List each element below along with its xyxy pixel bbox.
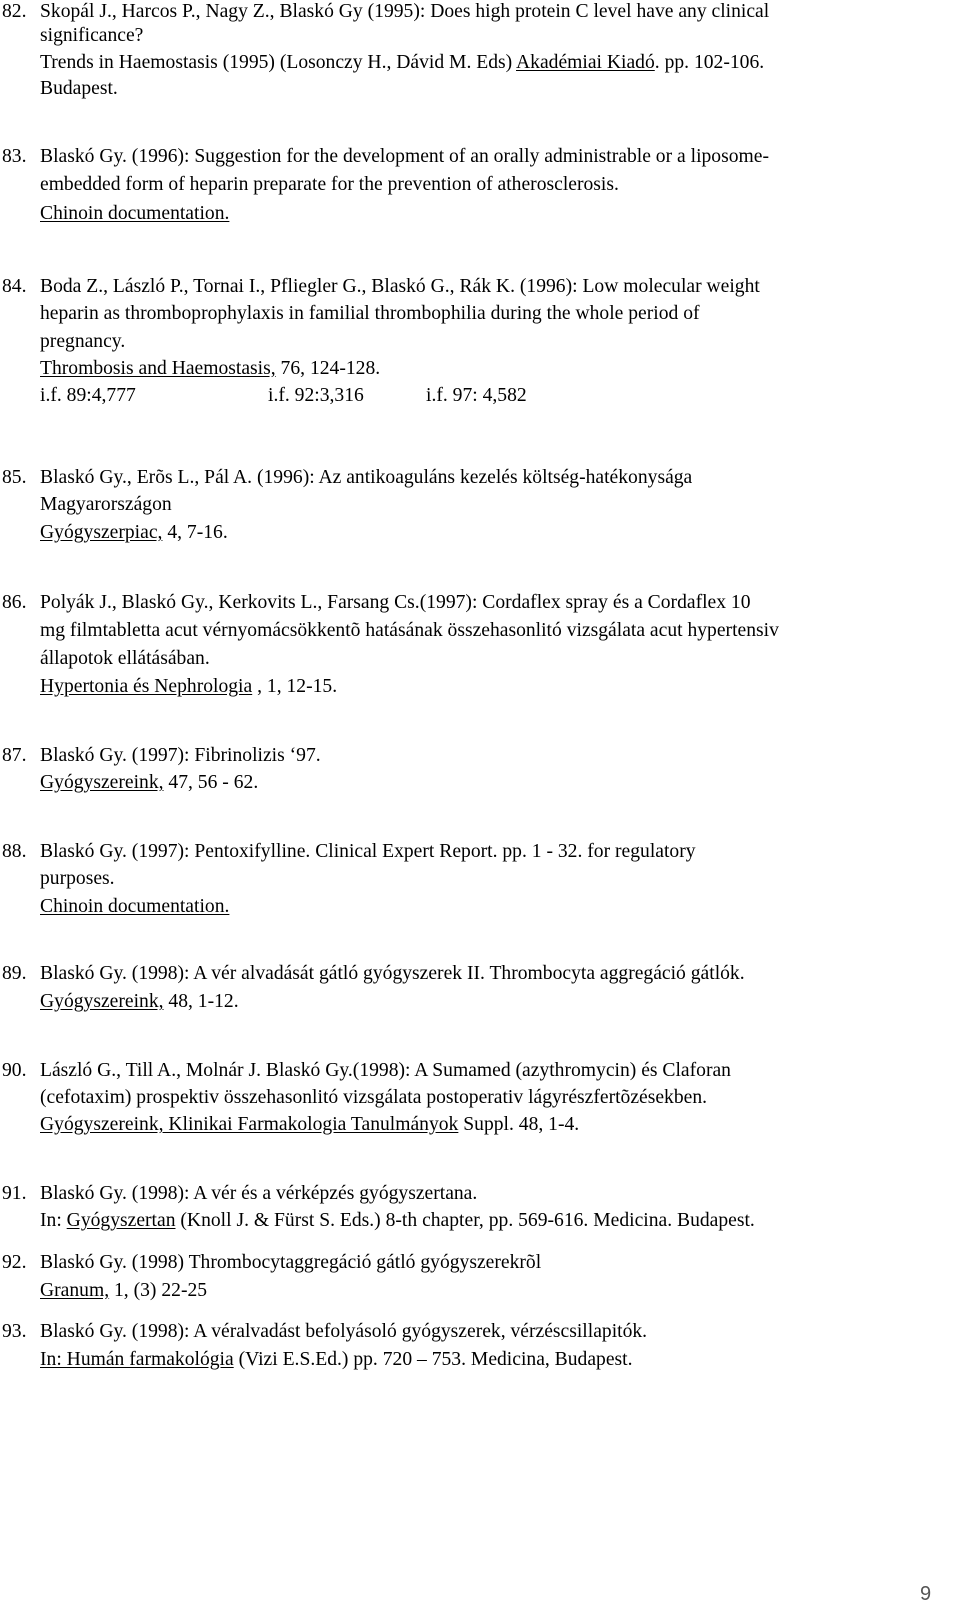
reference-text: Blaskó Gy. (1998): A vér alvadását gátló gyógyszerek II. Thrombocyta aggregáció gátlók. bbox=[40, 963, 745, 984]
reference-text: állapotok ellátásában. bbox=[40, 648, 210, 669]
reference-number: 92. bbox=[2, 1252, 27, 1273]
book-title: Gyógyszertan bbox=[66, 1210, 176, 1231]
impact-factors bbox=[40, 384, 527, 408]
reference-text: significance? bbox=[40, 25, 144, 46]
journal: Gyógyszerpiac, bbox=[40, 522, 163, 543]
reference-text: pregnancy. bbox=[40, 331, 126, 352]
reference-text: purposes. bbox=[40, 868, 115, 889]
reference-text: Boda Z., László P., Tornai I., Pfliegler G., Blaskó G., Rák K. (1996): Low molecular weight bbox=[40, 276, 760, 297]
reference-number: 87. bbox=[2, 745, 27, 766]
journal: Gyógyszereink, bbox=[40, 991, 164, 1012]
reference-text: Blaskó Gy. (1996): Suggestion for the development of an orally administrable or a liposome- bbox=[40, 146, 769, 167]
reference-text: Blaskó Gy., Erõs L., Pál A. (1996): Az antikoaguláns kezelés költség-hatékonysága bbox=[40, 467, 693, 488]
publisher: Akadémiai Kiadó bbox=[516, 52, 655, 73]
reference-text: Blaskó Gy. (1997): Pentoxifylline. Clinical Expert Report. pp. 1 - 32. for regulatory bbox=[40, 841, 696, 862]
impact-factor: i.f. 89:4,777 bbox=[40, 385, 136, 406]
reference-text: Polyák J., Blaskó Gy., Kerkovits L., Farsang Cs.(1997): Cordaflex spray és a Cordaflex 10 bbox=[40, 592, 751, 613]
impact-factor: i.f. 92:3,316 bbox=[268, 385, 364, 406]
reference-number: 93. bbox=[2, 1321, 27, 1342]
reference-source: In: Humán farmakológia (Vizi E.S.Ed.) pp. 720 – 753. Medicina, Budapest. bbox=[40, 1349, 633, 1370]
reference-text: Blaskó Gy. (1997): Fibrinolizis ‘97. bbox=[40, 745, 321, 766]
reference-text: László G., Till A., Molnár J. Blaskó Gy.(1998): A Sumamed (azythromycin) és Claforan bbox=[40, 1060, 731, 1081]
page-number: 9 bbox=[920, 1583, 932, 1605]
reference-number: 88. bbox=[2, 841, 27, 862]
reference-source: Gyógyszereink, 47, 56 - 62. bbox=[40, 772, 259, 793]
reference-source: Gyógyszerpiac, 4, 7-16. bbox=[40, 522, 228, 543]
reference-source: Chinoin documentation. bbox=[40, 203, 230, 224]
reference-number: 83. bbox=[2, 146, 27, 167]
reference-source: Hypertonia és Nephrologia , 1, 12-15. bbox=[40, 676, 338, 697]
reference-number: 84. bbox=[2, 276, 27, 297]
reference-source: Chinoin documentation. bbox=[40, 896, 230, 917]
reference-number: 90. bbox=[2, 1060, 27, 1081]
journal: Gyógyszereink, bbox=[40, 772, 164, 793]
reference-text: Magyarországon bbox=[40, 494, 172, 515]
reference-source: Trends in Haemostasis (1995) (Losonczy H., Dávid M. Eds) Akadémiai Kiadó. pp. 102-106. bbox=[40, 52, 765, 73]
reference-source: Granum, 1, (3) 22-25 bbox=[40, 1280, 208, 1301]
journal: Granum, bbox=[40, 1280, 110, 1301]
reference-source: In: Gyógyszertan (Knoll J. & Fürst S. Eds.) 8-th chapter, pp. 569-616. Medicina. Budapest. bbox=[40, 1210, 755, 1231]
reference-text: (cefotaxim) prospektiv összehasonlitó vizsgálata postoperativ lágyrészfertõzésekben. bbox=[40, 1087, 708, 1108]
reference-text: Blaskó Gy. (1998): A vér és a vérképzés gyógyszertana. bbox=[40, 1183, 478, 1204]
impact-factor: i.f. 97: 4,582 bbox=[426, 385, 527, 406]
reference-number: 85. bbox=[2, 467, 27, 488]
reference-text: Blaskó Gy. (1998) Thrombocytaggregáció gátló gyógyszerekrõl bbox=[40, 1252, 542, 1273]
book-title: In: Humán farmakológia bbox=[40, 1349, 234, 1370]
journal: Thrombosis and Haemostasis, bbox=[40, 358, 276, 379]
reference-source: Gyógyszereink, 48, 1-12. bbox=[40, 991, 239, 1012]
reference-text: Budapest. bbox=[40, 78, 118, 99]
reference-number: 82. bbox=[2, 1, 27, 22]
reference-number: 91. bbox=[2, 1183, 27, 1204]
journal: Gyógyszereink, Klinikai Farmakologia Tanulmányok bbox=[40, 1114, 459, 1135]
reference-number: 89. bbox=[2, 963, 27, 984]
reference-number: 86. bbox=[2, 592, 27, 613]
reference-text: Blaskó Gy. (1998): A véralvadást befolyásoló gyógyszerek, vérzéscsillapitók. bbox=[40, 1321, 648, 1342]
reference-text: mg filmtabletta acut vérnyomácsökkentõ hatásának összehasonlitó vizsgálata acut hypertensiv bbox=[40, 620, 779, 641]
journal: Hypertonia és Nephrologia bbox=[40, 676, 253, 697]
reference-text: heparin as thromboprophylaxis in familial thrombophilia during the whole period of bbox=[40, 303, 700, 324]
reference-source: Thrombosis and Haemostasis, 76, 124-128. bbox=[40, 358, 381, 379]
reference-source: Gyógyszereink, Klinikai Farmakologia Tanulmányok Suppl. 48, 1-4. bbox=[40, 1114, 580, 1135]
reference-text: embedded form of heparin preparate for the prevention of atherosclerosis. bbox=[40, 174, 619, 195]
reference-text: Skopál J., Harcos P., Nagy Z., Blaskó Gy (1995): Does high protein C level have any clinical bbox=[40, 1, 770, 22]
